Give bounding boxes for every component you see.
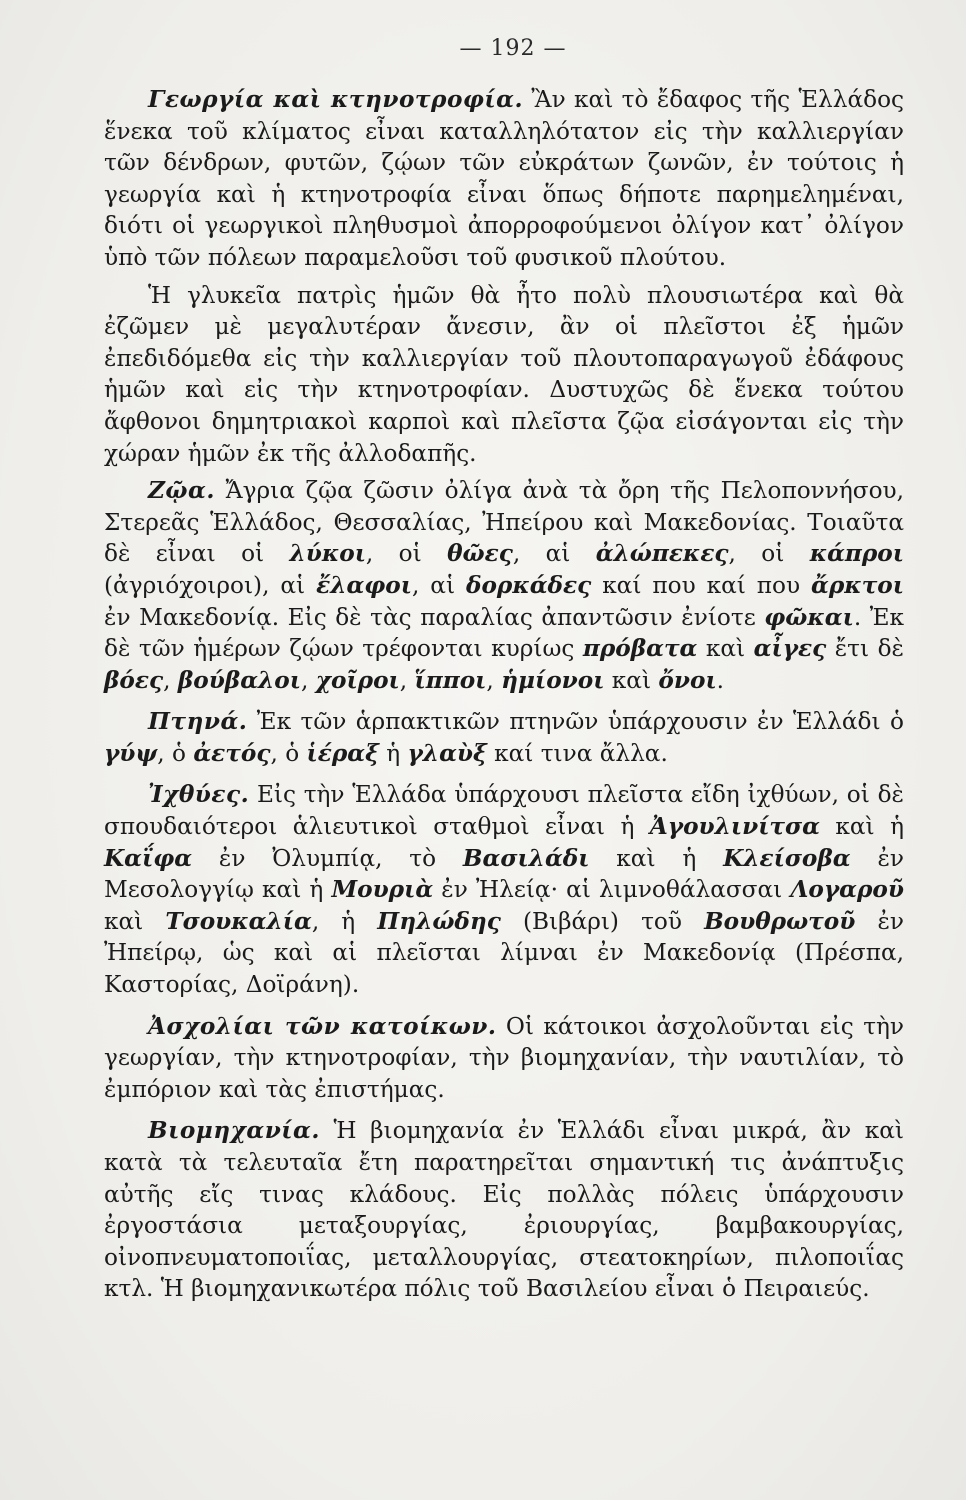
heading-occupations: Ἀσχολίαι τῶν κατοίκων. bbox=[148, 1012, 497, 1040]
heading-industry: Βιομηχανία. bbox=[148, 1117, 320, 1145]
paragraph-agriculture-2: Ἡ γλυκεῖα πατρὶς ἡμῶν θὰ ἦτο πολὺ πλουσιωτέρα καὶ θὰ ἐζῶμεν μὲ μεγαλυτέραν ἄνεσιν, ἂν οἱ πλεῖστοι ἐξ ἡμῶν ἐπεδιδόμεθα εἰς τὴν καλλιεργίαν τοῦ πλουτοπαραγωγοῦ ἐδάφους ἡμῶν καὶ εἰς τὴν κτηνοτροφίαν. Δυστυχῶς δὲ ἕνεκα τούτου ἄφθονοι δημητριακοὶ καρποὶ καὶ πλεῖστα ζῷα εἰσάγονται εἰς τὴν χώραν ἡμῶν ἐκ τῆς ἀλλοδαπῆς. bbox=[104, 281, 904, 467]
heading-birds: Πτηνά. bbox=[148, 708, 248, 736]
paragraph-animals: Ζῷα. Ἄγρια ζῷα ζῶσιν ὀλίγα ἀνὰ τὰ ὄρη τῆς Πελοποννήσου, Στερεᾶς Ἑλλάδος, Θεσσαλίας, Ἠπείρου καὶ Μακεδονίας. Τοιαῦτα δὲ εἶναι οἱ λύκοι, οἱ θῶες, αἱ ἀλώπεκες, οἱ κάπροι (ἀγριόχοιροι), αἱ ἔλαφοι, αἱ δορκάδες καί που καί που ἄρκτοι ἐν Μακεδονίᾳ. Εἰς δὲ τὰς παραλίας ἀπαντῶσιν ἐνίοτε φῶκαι. Ἐκ δὲ τῶν ἡμέρων ζῴων τρέφονται κυρίως πρόβατα καὶ αἶγες ἔτι δὲ βόες, βούβαλοι, χοῖροι, ἵπποι, ἡμίονοι καὶ ὄνοι. bbox=[104, 477, 905, 694]
heading-agriculture: Γεωργία καὶ κτηνοτροφία. bbox=[148, 86, 524, 113]
paragraph-occupations: Ἀσχολίαι τῶν κατοίκων. Οἱ κάτοικοι ἀσχολοῦνται εἰς τὴν γεωργίαν, τὴν κτηνοτροφίαν, τὴν βιομηχανίαν, τὴν ναυτιλίαν, τὸ ἐμπόριον καὶ τὰς ἐπιστήμας. bbox=[104, 1012, 905, 1103]
heading-fish: Ἰχθύες. bbox=[148, 781, 250, 809]
paragraph-agriculture: Γεωργία καὶ κτηνοτροφία. Ἂν καὶ τὸ ἔδαφος τῆς Ἑλλάδος ἕνεκα τοῦ κλίματος εἶναι καταλληλότατον εἰς τὴν καλλιεργίαν τῶν δένδρων, φυτῶν, ζῴων τῶν εὐκράτων ζωνῶν, ἐν τούτοις ἡ γεωργία καὶ ἡ κτηνοτροφία εἶναι ὅπως δήποτε παρημελημέναι, διότι οἱ γεωργικοὶ πληθυσμοὶ ἀπορροφούμενοι ὀλίγον κατ᾽ ὀλίγον ὑπὸ τῶν πόλεων παραμελοῦσι τοῦ φυσικοῦ πλούτου. bbox=[104, 86, 905, 271]
paragraph-birds: Πτηνά. Ἐκ τῶν ἁρπακτικῶν πτηνῶν ὑπάρχουσιν ἐν Ἑλλάδι ὁ γύψ, ὁ ἀετός, ὁ ἱέραξ ἡ γλαὺξ καί τινα ἄλλα. bbox=[104, 708, 904, 767]
text-column bbox=[104, 84, 904, 1311]
page-number: — 192 — bbox=[459, 36, 567, 61]
heading-animals: Ζῷα. bbox=[148, 477, 215, 505]
paragraph-industry: Βιομηχανία. Ἡ βιομηχανία ἐν Ἑλλάδι εἶναι μικρά, ἂν καὶ κατὰ τὰ τελευταῖα ἔτη παρατηρεῖται σημαντική τις ἀνάπτυξις αὐτῆς εἴς τινας κλάδους. Εἰς πολλὰς πόλεις ὑπάρχουσιν ἐργοστάσια μεταξουργίας, ἐριουργίας, βαμβακουργίας, οἰνοπνευματοποιΐας, μεταλλουργίας, στεατοκηρίων, πιλοποιΐας κτλ. Ἡ βιομηχανικωτέρα πόλις τοῦ Βασιλείου εἶναι ὁ Πειραιεύς. bbox=[104, 1117, 904, 1303]
paragraph-fish: Ἰχθύες. Εἰς τὴν Ἑλλάδα ὑπάρχουσι πλεῖστα εἴδη ἰχθύων, οἱ δὲ σπουδαιότεροι ἁλιευτικοὶ σταθμοὶ εἶναι ἡ Ἀγουλινίτσα καὶ ἡ Καΐφα ἐν Ὀλυμπίᾳ, τὸ Βασιλάδι καὶ ἡ Κλείσοβα ἐν Μεσολογγίῳ καὶ ἡ Μουριὰ ἐν Ἠλείᾳ· αἱ λιμνοθάλασσαι Λογαροῦ καὶ Τσουκαλία, ἡ Πηλώδης (Βιβάρι) τοῦ Βουθρωτοῦ ἐν Ἠπείρῳ, ὡς καὶ αἱ πλεῖσται λίμναι ἐν Μακεδονίᾳ (Πρέσπα, Καστορίας, Δοϊράνη). bbox=[104, 781, 904, 999]
